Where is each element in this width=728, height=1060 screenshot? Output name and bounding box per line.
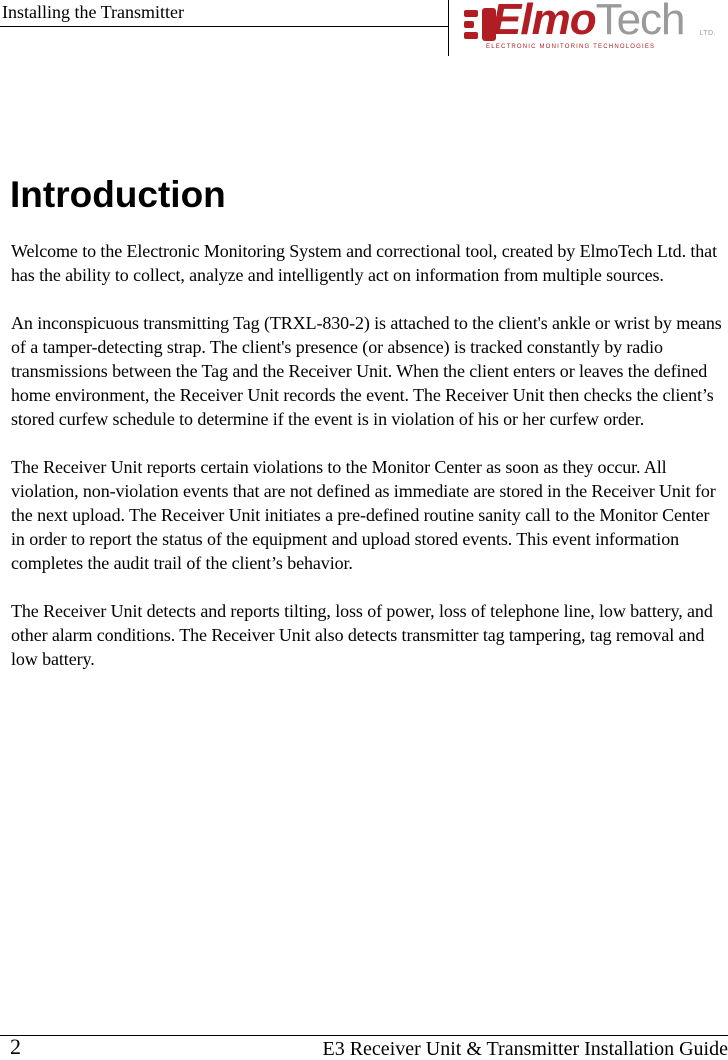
elmotech-logo [462, 0, 724, 56]
logo-tagline: ELECTRONIC MONITORING TECHNOLOGIES [486, 44, 655, 50]
page-header [0, 0, 728, 56]
body-text [11, 239, 727, 695]
footer-document-title: E3 Receiver Unit & Transmitter Installation Guide [323, 1038, 728, 1060]
header-divider [0, 26, 448, 27]
footer-divider [0, 1035, 728, 1036]
logo-brand-secondary: Tech [596, 0, 685, 44]
paragraph: The Receiver Unit reports certain violations to the Monitor Center as soon as they occur. All violation, non-violation events that are not defined as immediate are stored in the Receiver Unit for the next upload. The Receiver Unit initiates a pre-defined routine sanity call to the Monitor Center in order to report the status of the equipment and upload stored events. This event information completes the audit trail of the client’s behavior. [11, 455, 727, 575]
logo-wordmark [492, 0, 685, 46]
page-title: Introduction [10, 172, 226, 218]
header-vertical-divider [448, 0, 449, 56]
logo-brand-primary: Elmo [492, 0, 596, 44]
page-number: 2 [10, 1036, 21, 1058]
logo-suffix: LTD. [699, 30, 716, 37]
paragraph: An inconspicuous transmitting Tag (TRXL-830-2) is attached to the client's ankle or wrist by means of a tamper-detecting strap. The client's presence (or absence) is tracked constantly by radio transmissions between the Tag and the Receiver Unit. When the client enters or leaves the defined home environment, the Receiver Unit records the event. The Receiver Unit then checks the client’s stored curfew schedule to determine if the event is in violation of his or her curfew order. [11, 311, 727, 431]
header-section-title: Installing the Transmitter [2, 2, 184, 23]
paragraph: Welcome to the Electronic Monitoring System and correctional tool, created by ElmoTech Ltd. that has the ability to collect, analyze and intelligently act on information from multiple sources. [11, 239, 727, 287]
paragraph: The Receiver Unit detects and reports tilting, loss of power, loss of telephone line, low battery, and other alarm conditions. The Receiver Unit also detects transmitter tag tampering, tag removal and low battery. [11, 599, 727, 671]
